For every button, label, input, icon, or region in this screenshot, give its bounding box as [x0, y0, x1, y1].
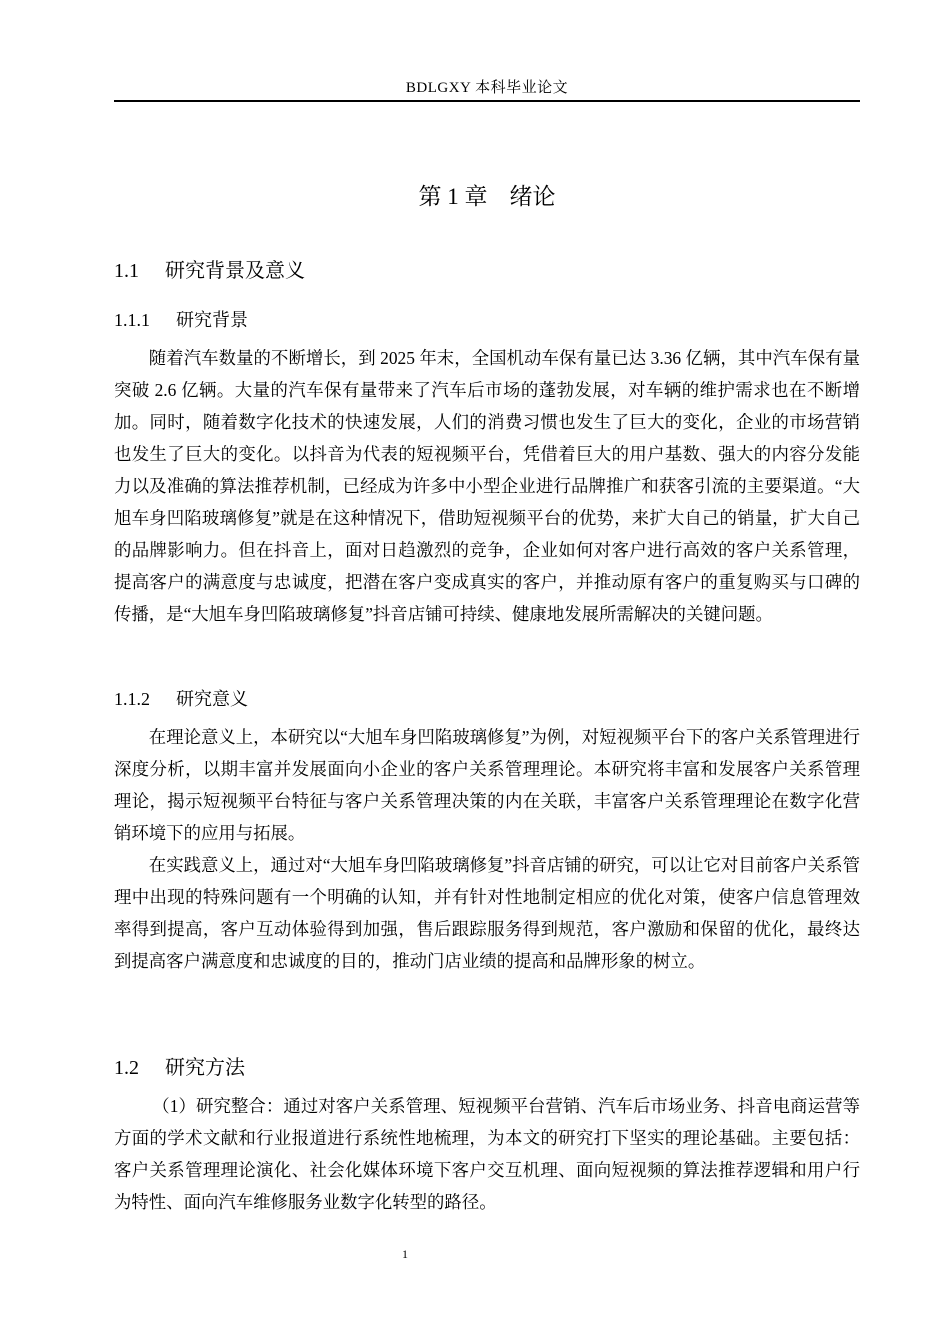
header-rule — [114, 100, 860, 102]
chapter-title — [114, 178, 860, 211]
paragraph-method-1: （1）研究整合：通过对客户关系管理、短视频平台营销、汽车后市场业务、抖音电商运营等方面的学术文献和行业报道进行系统性地梳理，为本文的研究打下坚实的理论基础。主要包括：客户关系管理理论演化、社会化媒体环境下客户交互机理、面向短视频的算法推荐逻辑和用户行为特性、面向汽车维修服务业数字化转型的路径。 — [114, 1096, 860, 1212]
section-heading-1-1 — [114, 254, 305, 283]
chapter-number: 第 1 章 — [418, 184, 488, 209]
subsection-number: 1.1.1 — [114, 310, 150, 330]
section-title: 研究背景及意义 — [165, 260, 305, 282]
section-number: 1.1 — [114, 260, 139, 282]
paragraph-significance-practice: 在实践意义上，通过对“大旭车身凹陷玻璃修复”抖音店铺的研究，可以让它对目前客户关系管理中出现的特殊问题有一个明确的认知，并有针对性地制定相应的优化对策，使客户信息管理效率得到提高，客户互动体验得到加强，售后跟踪服务得到规范，客户激励和保留的优化，最终达到提高客户满意度和忠诚度的目的，推动门店业绩的提高和品牌形象的树立。 — [114, 855, 860, 971]
subsection-heading-1-1-2 — [114, 685, 248, 711]
subsection-heading-1-1-1 — [114, 306, 248, 332]
subsection-number: 1.1.2 — [114, 689, 150, 709]
page-number: 1 — [402, 1247, 408, 1261]
chapter-name: 绪论 — [509, 184, 556, 209]
section-title: 研究方法 — [165, 1057, 245, 1079]
subsection-title: 研究意义 — [176, 689, 248, 709]
paragraph-background: 随着汽车数量的不断增长，到 2025 年末，全国机动车保有量已达 3.36 亿辆，其中汽车保有量突破 2.6 亿辆。大量的汽车保有量带来了汽车后市场的蓬勃发展，对车辆的维护需求也在不断增加。同时，随着数字化技术的快速发展，人们的消费习惯也发生了巨大的变化，企业的市场营销也发生了巨大的变化。以抖音为代表的短视频平台，凭借着巨大的用户基数、强大的内容分发能力以及准确的算法推荐机制，已经成为许多中小型企业进行品牌推广和获客引流的主要渠道。“大旭车身凹陷玻璃修复”就是在这种情况下，借助短视频平台的优势，来扩大自己的销量，扩大自己的品牌影响力。但在抖音上，面对日趋激烈的竞争，企业如何对客户进行高效的客户关系管理，提高客户的满意度与忠诚度，把潜在客户变成真实的客户，并推动原有客户的重复购买与口碑的传播，是“大旭车身凹陷玻璃修复”抖音店铺可持续、健康地发展所需解决的关键问题。 — [114, 348, 860, 624]
section-heading-1-2 — [114, 1051, 245, 1080]
section-number: 1.2 — [114, 1057, 139, 1079]
paragraph-significance-theory: 在理论意义上，本研究以“大旭车身凹陷玻璃修复”为例，对短视频平台下的客户关系管理进行深度分析，以期丰富并发展面向小企业的客户关系管理理论。本研究将丰富和发展客户关系管理理论，揭示短视频平台特征与客户关系管理决策的内在关联，丰富客户关系管理理论在数字化营销环境下的应用与拓展。 — [114, 727, 860, 843]
running-header: BDLGXY 本科毕业论文 — [405, 80, 569, 96]
subsection-title: 研究背景 — [176, 310, 248, 330]
